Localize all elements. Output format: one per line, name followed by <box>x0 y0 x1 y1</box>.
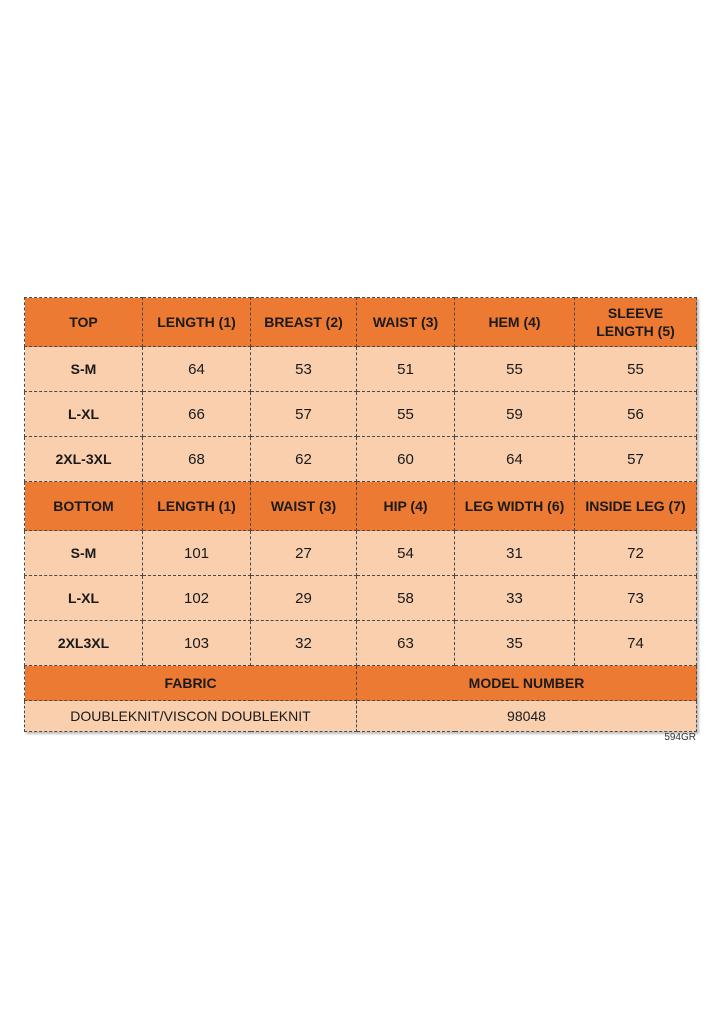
table-cell: 64 <box>455 437 575 482</box>
size-label: S-M <box>25 347 143 392</box>
table-cell: 103 <box>143 621 251 666</box>
table-cell: 54 <box>357 531 455 576</box>
table-row <box>25 576 697 621</box>
table-cell: 57 <box>251 392 357 437</box>
table-cell: 55 <box>455 347 575 392</box>
table-cell: 63 <box>357 621 455 666</box>
table-cell: 73 <box>575 576 697 621</box>
table-cell: 56 <box>575 392 697 437</box>
bottom-header-cell: WAIST (3) <box>251 482 357 531</box>
size-label: 2XL-3XL <box>25 437 143 482</box>
table-row <box>25 437 697 482</box>
model-number-value: 98048 <box>357 701 697 732</box>
table-cell: 35 <box>455 621 575 666</box>
top-header-row <box>25 298 697 347</box>
bottom-header-cell: INSIDE LEG (7) <box>575 482 697 531</box>
bottom-header-cell: BOTTOM <box>25 482 143 531</box>
fabric-value: DOUBLEKNIT/VISCON DOUBLEKNIT <box>25 701 357 732</box>
size-label: L-XL <box>25 576 143 621</box>
table-cell: 53 <box>251 347 357 392</box>
size-label: L-XL <box>25 392 143 437</box>
table-cell: 33 <box>455 576 575 621</box>
size-label: 2XL3XL <box>25 621 143 666</box>
table-cell: 59 <box>455 392 575 437</box>
top-header-cell: SLEEVE LENGTH (5) <box>575 298 697 347</box>
top-header-cell: HEM (4) <box>455 298 575 347</box>
table-cell: 58 <box>357 576 455 621</box>
table-cell: 29 <box>251 576 357 621</box>
table-cell: 62 <box>251 437 357 482</box>
table-cell: 31 <box>455 531 575 576</box>
table-cell: 74 <box>575 621 697 666</box>
model-number-header: MODEL NUMBER <box>357 666 697 701</box>
table-cell: 60 <box>357 437 455 482</box>
size-label: S-M <box>25 531 143 576</box>
table-cell: 55 <box>357 392 455 437</box>
table-cell: 68 <box>143 437 251 482</box>
table-row <box>25 621 697 666</box>
table-row <box>25 531 697 576</box>
table-cell: 66 <box>143 392 251 437</box>
top-header-cell: BREAST (2) <box>251 298 357 347</box>
table-cell: 64 <box>143 347 251 392</box>
product-code: 594GR <box>664 732 696 743</box>
bottom-header-cell: LEG WIDTH (6) <box>455 482 575 531</box>
table-cell: 55 <box>575 347 697 392</box>
fabric-model-header-row <box>25 666 697 701</box>
size-chart-table <box>24 297 697 732</box>
table-cell: 102 <box>143 576 251 621</box>
top-header-cell: WAIST (3) <box>357 298 455 347</box>
table-row <box>25 347 697 392</box>
bottom-header-cell: HIP (4) <box>357 482 455 531</box>
bottom-header-row <box>25 482 697 531</box>
table-cell: 72 <box>575 531 697 576</box>
table-cell: 27 <box>251 531 357 576</box>
top-header-cell: TOP <box>25 298 143 347</box>
table-cell: 32 <box>251 621 357 666</box>
fabric-header: FABRIC <box>25 666 357 701</box>
table-cell: 51 <box>357 347 455 392</box>
table-cell: 101 <box>143 531 251 576</box>
top-header-cell: LENGTH (1) <box>143 298 251 347</box>
table-cell: 57 <box>575 437 697 482</box>
table-row <box>25 392 697 437</box>
fabric-model-value-row <box>25 701 697 732</box>
bottom-header-cell: LENGTH (1) <box>143 482 251 531</box>
